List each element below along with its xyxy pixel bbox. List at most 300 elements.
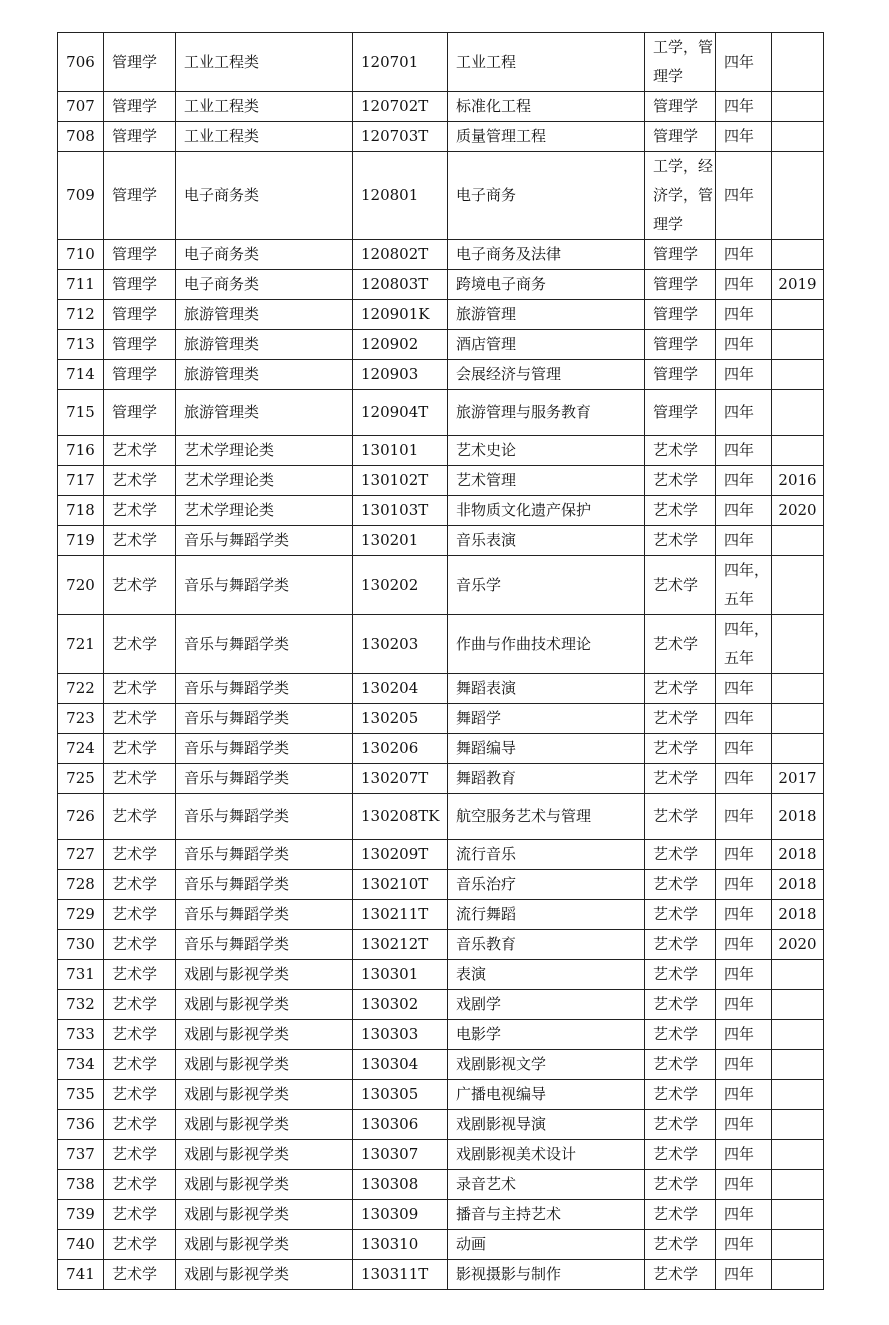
discipline-category: 管理学	[104, 300, 176, 330]
discipline-category: 艺术学	[104, 704, 176, 734]
study-duration: 四年	[716, 1110, 772, 1140]
degree-category: 工学，管理学	[645, 33, 716, 92]
degree-category: 艺术学	[645, 436, 716, 466]
added-year	[772, 674, 824, 704]
added-year	[772, 122, 824, 152]
study-duration: 四年	[716, 152, 772, 240]
major-class: 工业工程类	[176, 33, 353, 92]
study-duration: 四年	[716, 496, 772, 526]
added-year	[772, 1020, 824, 1050]
study-duration: 四年	[716, 674, 772, 704]
degree-category: 艺术学	[645, 794, 716, 840]
degree-category: 艺术学	[645, 1020, 716, 1050]
study-duration: 四年	[716, 436, 772, 466]
row-number: 715	[58, 390, 104, 436]
study-duration: 四年	[716, 734, 772, 764]
major-class: 旅游管理类	[176, 300, 353, 330]
discipline-category: 艺术学	[104, 840, 176, 870]
table-row	[58, 360, 824, 390]
study-duration: 四年	[716, 870, 772, 900]
major-name: 广播电视编导	[448, 1080, 645, 1110]
major-code: 130310	[353, 1230, 448, 1260]
major-name: 舞蹈表演	[448, 674, 645, 704]
added-year	[772, 330, 824, 360]
major-name: 播音与主持艺术	[448, 1200, 645, 1230]
table-row	[58, 674, 824, 704]
added-year	[772, 1110, 824, 1140]
discipline-category: 艺术学	[104, 1170, 176, 1200]
study-duration: 四年	[716, 1050, 772, 1080]
row-number: 731	[58, 960, 104, 990]
table-row	[58, 734, 824, 764]
study-duration: 四年	[716, 900, 772, 930]
major-class: 音乐与舞蹈学类	[176, 615, 353, 674]
major-name: 音乐治疗	[448, 870, 645, 900]
major-code: 130204	[353, 674, 448, 704]
study-duration: 四年	[716, 300, 772, 330]
degree-category: 工学，经济学，管理学	[645, 152, 716, 240]
major-name: 作曲与作曲技术理论	[448, 615, 645, 674]
row-number: 712	[58, 300, 104, 330]
major-class: 戏剧与影视学类	[176, 1170, 353, 1200]
table-row	[58, 764, 824, 794]
added-year: 2018	[772, 840, 824, 870]
major-name: 酒店管理	[448, 330, 645, 360]
row-number: 735	[58, 1080, 104, 1110]
discipline-category: 艺术学	[104, 960, 176, 990]
study-duration: 四年	[716, 930, 772, 960]
table-row	[58, 840, 824, 870]
major-code: 130307	[353, 1140, 448, 1170]
major-class: 戏剧与影视学类	[176, 1050, 353, 1080]
study-duration: 四年	[716, 92, 772, 122]
table-row	[58, 122, 824, 152]
degree-category: 艺术学	[645, 1080, 716, 1110]
table-row	[58, 1140, 824, 1170]
discipline-category: 艺术学	[104, 615, 176, 674]
major-class: 旅游管理类	[176, 330, 353, 360]
table-row	[58, 1200, 824, 1230]
row-number: 727	[58, 840, 104, 870]
major-code: 120803T	[353, 270, 448, 300]
major-name: 工业工程	[448, 33, 645, 92]
table-row	[58, 704, 824, 734]
row-number: 717	[58, 466, 104, 496]
major-name: 戏剧影视美术设计	[448, 1140, 645, 1170]
major-class: 旅游管理类	[176, 360, 353, 390]
added-year	[772, 526, 824, 556]
row-number: 739	[58, 1200, 104, 1230]
major-class: 工业工程类	[176, 92, 353, 122]
added-year	[772, 615, 824, 674]
degree-category: 管理学	[645, 360, 716, 390]
major-name: 流行舞蹈	[448, 900, 645, 930]
row-number: 707	[58, 92, 104, 122]
major-class: 音乐与舞蹈学类	[176, 840, 353, 870]
study-duration: 四年，五年	[716, 556, 772, 615]
major-name: 音乐学	[448, 556, 645, 615]
major-name: 音乐表演	[448, 526, 645, 556]
major-name: 航空服务艺术与管理	[448, 794, 645, 840]
row-number: 741	[58, 1260, 104, 1290]
major-name: 影视摄影与制作	[448, 1260, 645, 1290]
discipline-category: 艺术学	[104, 496, 176, 526]
row-number: 736	[58, 1110, 104, 1140]
added-year	[772, 556, 824, 615]
major-class: 音乐与舞蹈学类	[176, 794, 353, 840]
degree-category: 艺术学	[645, 960, 716, 990]
major-name: 舞蹈编导	[448, 734, 645, 764]
major-code: 130201	[353, 526, 448, 556]
major-class: 戏剧与影视学类	[176, 1080, 353, 1110]
major-name: 舞蹈学	[448, 704, 645, 734]
added-year: 2020	[772, 496, 824, 526]
table-row	[58, 466, 824, 496]
study-duration: 四年	[716, 466, 772, 496]
discipline-category: 艺术学	[104, 1260, 176, 1290]
row-number: 722	[58, 674, 104, 704]
added-year	[772, 360, 824, 390]
degree-category: 艺术学	[645, 840, 716, 870]
table-row	[58, 390, 824, 436]
table-row	[58, 1260, 824, 1290]
row-number: 740	[58, 1230, 104, 1260]
major-name: 流行音乐	[448, 840, 645, 870]
major-code: 130306	[353, 1110, 448, 1140]
table-row	[58, 1230, 824, 1260]
discipline-category: 艺术学	[104, 734, 176, 764]
major-code: 130303	[353, 1020, 448, 1050]
degree-category: 艺术学	[645, 1110, 716, 1140]
major-class: 艺术学理论类	[176, 436, 353, 466]
major-name: 旅游管理与服务教育	[448, 390, 645, 436]
added-year: 2020	[772, 930, 824, 960]
major-name: 艺术史论	[448, 436, 645, 466]
discipline-category: 艺术学	[104, 764, 176, 794]
degree-category: 艺术学	[645, 1200, 716, 1230]
degree-category: 艺术学	[645, 496, 716, 526]
table-row	[58, 526, 824, 556]
study-duration: 四年	[716, 240, 772, 270]
added-year: 2019	[772, 270, 824, 300]
major-name: 会展经济与管理	[448, 360, 645, 390]
added-year	[772, 152, 824, 240]
study-duration: 四年	[716, 1230, 772, 1260]
row-number: 719	[58, 526, 104, 556]
degree-category: 艺术学	[645, 930, 716, 960]
major-class: 电子商务类	[176, 152, 353, 240]
major-class: 艺术学理论类	[176, 496, 353, 526]
discipline-category: 艺术学	[104, 900, 176, 930]
table-row	[58, 92, 824, 122]
row-number: 720	[58, 556, 104, 615]
row-number: 709	[58, 152, 104, 240]
degree-category: 艺术学	[645, 1260, 716, 1290]
degree-category: 艺术学	[645, 704, 716, 734]
row-number: 726	[58, 794, 104, 840]
major-code: 130206	[353, 734, 448, 764]
added-year	[772, 300, 824, 330]
table-row	[58, 930, 824, 960]
study-duration: 四年	[716, 704, 772, 734]
major-code: 120802T	[353, 240, 448, 270]
study-duration: 四年	[716, 960, 772, 990]
major-class: 戏剧与影视学类	[176, 990, 353, 1020]
discipline-category: 艺术学	[104, 466, 176, 496]
major-name: 电子商务及法律	[448, 240, 645, 270]
table-row	[58, 33, 824, 92]
table-row	[58, 496, 824, 526]
table-row	[58, 1050, 824, 1080]
major-class: 音乐与舞蹈学类	[176, 526, 353, 556]
major-class: 音乐与舞蹈学类	[176, 556, 353, 615]
table-body	[58, 33, 824, 1290]
major-code: 120801	[353, 152, 448, 240]
major-code: 130103T	[353, 496, 448, 526]
major-class: 工业工程类	[176, 122, 353, 152]
major-class: 戏剧与影视学类	[176, 1140, 353, 1170]
major-code: 130101	[353, 436, 448, 466]
major-catalog-table	[57, 32, 824, 1290]
discipline-category: 管理学	[104, 270, 176, 300]
discipline-category: 管理学	[104, 122, 176, 152]
major-code: 130212T	[353, 930, 448, 960]
major-code: 120903	[353, 360, 448, 390]
major-code: 130102T	[353, 466, 448, 496]
discipline-category: 管理学	[104, 330, 176, 360]
degree-category: 管理学	[645, 330, 716, 360]
table-row	[58, 990, 824, 1020]
major-code: 130211T	[353, 900, 448, 930]
major-class: 戏剧与影视学类	[176, 1110, 353, 1140]
major-name: 动画	[448, 1230, 645, 1260]
major-class: 旅游管理类	[176, 390, 353, 436]
discipline-category: 管理学	[104, 240, 176, 270]
row-number: 723	[58, 704, 104, 734]
major-code: 130309	[353, 1200, 448, 1230]
study-duration: 四年	[716, 33, 772, 92]
added-year	[772, 1140, 824, 1170]
table-row	[58, 615, 824, 674]
major-code: 130305	[353, 1080, 448, 1110]
row-number: 738	[58, 1170, 104, 1200]
added-year	[772, 1230, 824, 1260]
added-year	[772, 960, 824, 990]
discipline-category: 艺术学	[104, 674, 176, 704]
study-duration: 四年	[716, 1020, 772, 1050]
row-number: 725	[58, 764, 104, 794]
added-year: 2018	[772, 900, 824, 930]
degree-category: 艺术学	[645, 1230, 716, 1260]
major-code: 130304	[353, 1050, 448, 1080]
study-duration: 四年	[716, 390, 772, 436]
major-name: 质量管理工程	[448, 122, 645, 152]
major-name: 艺术管理	[448, 466, 645, 496]
major-name: 标准化工程	[448, 92, 645, 122]
study-duration: 四年	[716, 360, 772, 390]
study-duration: 四年	[716, 764, 772, 794]
study-duration: 四年	[716, 840, 772, 870]
major-class: 音乐与舞蹈学类	[176, 734, 353, 764]
degree-category: 艺术学	[645, 1140, 716, 1170]
added-year	[772, 1080, 824, 1110]
major-class: 戏剧与影视学类	[176, 1020, 353, 1050]
table-row	[58, 436, 824, 466]
row-number: 721	[58, 615, 104, 674]
discipline-category: 艺术学	[104, 1020, 176, 1050]
table-row	[58, 960, 824, 990]
row-number: 724	[58, 734, 104, 764]
row-number: 732	[58, 990, 104, 1020]
discipline-category: 艺术学	[104, 930, 176, 960]
added-year: 2018	[772, 870, 824, 900]
study-duration: 四年	[716, 1140, 772, 1170]
major-class: 音乐与舞蹈学类	[176, 764, 353, 794]
degree-category: 艺术学	[645, 734, 716, 764]
major-name: 非物质文化遗产保护	[448, 496, 645, 526]
major-name: 电影学	[448, 1020, 645, 1050]
table-row	[58, 1110, 824, 1140]
discipline-category: 管理学	[104, 152, 176, 240]
degree-category: 管理学	[645, 390, 716, 436]
study-duration: 四年	[716, 1260, 772, 1290]
added-year	[772, 1260, 824, 1290]
discipline-category: 艺术学	[104, 526, 176, 556]
added-year	[772, 390, 824, 436]
table-row	[58, 900, 824, 930]
major-class: 音乐与舞蹈学类	[176, 674, 353, 704]
discipline-category: 艺术学	[104, 990, 176, 1020]
study-duration: 四年	[716, 1080, 772, 1110]
major-class: 音乐与舞蹈学类	[176, 900, 353, 930]
major-class: 电子商务类	[176, 270, 353, 300]
added-year: 2017	[772, 764, 824, 794]
added-year	[772, 240, 824, 270]
added-year	[772, 1050, 824, 1080]
table-row	[58, 270, 824, 300]
row-number: 716	[58, 436, 104, 466]
major-code: 120901K	[353, 300, 448, 330]
table-row	[58, 794, 824, 840]
table-row	[58, 1170, 824, 1200]
major-code: 130205	[353, 704, 448, 734]
discipline-category: 管理学	[104, 92, 176, 122]
discipline-category: 艺术学	[104, 1230, 176, 1260]
discipline-category: 艺术学	[104, 870, 176, 900]
major-name: 舞蹈教育	[448, 764, 645, 794]
major-code: 120702T	[353, 92, 448, 122]
major-code: 120701	[353, 33, 448, 92]
major-name: 录音艺术	[448, 1170, 645, 1200]
discipline-category: 艺术学	[104, 1110, 176, 1140]
row-number: 737	[58, 1140, 104, 1170]
study-duration: 四年	[716, 794, 772, 840]
study-duration: 四年	[716, 122, 772, 152]
discipline-category: 管理学	[104, 390, 176, 436]
study-duration: 四年	[716, 1170, 772, 1200]
row-number: 714	[58, 360, 104, 390]
major-name: 跨境电子商务	[448, 270, 645, 300]
row-number: 713	[58, 330, 104, 360]
major-code: 130208TK	[353, 794, 448, 840]
degree-category: 艺术学	[645, 526, 716, 556]
discipline-category: 管理学	[104, 33, 176, 92]
degree-category: 管理学	[645, 240, 716, 270]
discipline-category: 艺术学	[104, 1200, 176, 1230]
row-number: 706	[58, 33, 104, 92]
major-code: 130210T	[353, 870, 448, 900]
added-year	[772, 1200, 824, 1230]
major-name: 表演	[448, 960, 645, 990]
added-year: 2016	[772, 466, 824, 496]
table-row	[58, 1080, 824, 1110]
added-year	[772, 704, 824, 734]
row-number: 728	[58, 870, 104, 900]
study-duration: 四年	[716, 330, 772, 360]
major-name: 音乐教育	[448, 930, 645, 960]
table-row	[58, 556, 824, 615]
added-year	[772, 33, 824, 92]
major-class: 电子商务类	[176, 240, 353, 270]
major-class: 戏剧与影视学类	[176, 1230, 353, 1260]
added-year	[772, 436, 824, 466]
degree-category: 管理学	[645, 92, 716, 122]
discipline-category: 管理学	[104, 360, 176, 390]
major-code: 130203	[353, 615, 448, 674]
added-year	[772, 734, 824, 764]
major-name: 电子商务	[448, 152, 645, 240]
row-number: 711	[58, 270, 104, 300]
discipline-category: 艺术学	[104, 556, 176, 615]
major-code: 120703T	[353, 122, 448, 152]
major-code: 130302	[353, 990, 448, 1020]
row-number: 729	[58, 900, 104, 930]
degree-category: 艺术学	[645, 870, 716, 900]
major-class: 艺术学理论类	[176, 466, 353, 496]
major-code: 130311T	[353, 1260, 448, 1290]
degree-category: 艺术学	[645, 556, 716, 615]
degree-category: 艺术学	[645, 615, 716, 674]
degree-category: 艺术学	[645, 900, 716, 930]
major-class: 音乐与舞蹈学类	[176, 870, 353, 900]
study-duration: 四年	[716, 1200, 772, 1230]
degree-category: 艺术学	[645, 990, 716, 1020]
major-class: 戏剧与影视学类	[176, 1260, 353, 1290]
row-number: 734	[58, 1050, 104, 1080]
major-code: 130301	[353, 960, 448, 990]
discipline-category: 艺术学	[104, 1140, 176, 1170]
discipline-category: 艺术学	[104, 1080, 176, 1110]
major-code: 120904T	[353, 390, 448, 436]
major-name: 戏剧影视导演	[448, 1110, 645, 1140]
table-row	[58, 152, 824, 240]
row-number: 710	[58, 240, 104, 270]
major-class: 音乐与舞蹈学类	[176, 930, 353, 960]
degree-category: 管理学	[645, 300, 716, 330]
degree-category: 艺术学	[645, 1170, 716, 1200]
major-class: 戏剧与影视学类	[176, 1200, 353, 1230]
major-name: 旅游管理	[448, 300, 645, 330]
major-code: 130209T	[353, 840, 448, 870]
study-duration: 四年	[716, 270, 772, 300]
table-row	[58, 1020, 824, 1050]
row-number: 733	[58, 1020, 104, 1050]
added-year: 2018	[772, 794, 824, 840]
degree-category: 艺术学	[645, 466, 716, 496]
study-duration: 四年，五年	[716, 615, 772, 674]
major-code: 130207T	[353, 764, 448, 794]
degree-category: 艺术学	[645, 764, 716, 794]
